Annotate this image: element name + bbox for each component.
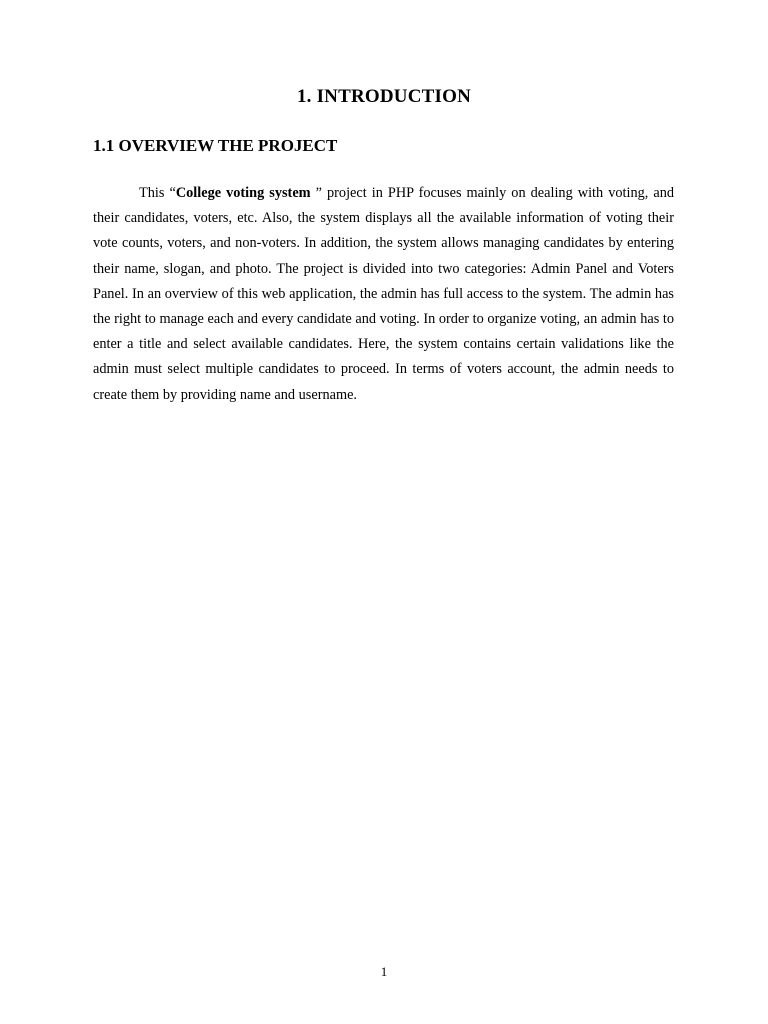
project-name-emphasis: College voting system	[175, 185, 316, 201]
page-number: 1	[380, 964, 388, 979]
chapter-title: 1. INTRODUCTION	[296, 86, 472, 107]
overview-paragraph	[93, 181, 674, 408]
section-title: 1.1 OVERVIEW THE PROJECT	[93, 136, 338, 155]
paragraph-lead: This “	[139, 185, 176, 201]
paragraph-body: ” project in PHP focuses mainly on dealing with voting, and their candidates, voters, etc. Also, the system displays all the available information of voting their vote counts, voters, and non-voters. In addition, the system allows managing candidates by entering their name, slogan, and photo. The project is divided into two categories: Admin Panel and Voters Panel. In an overview of this web application, the admin has full access to the system. The admin has the right to manage each and every candidate and voting. In order to organize voting, an admin has to enter a title and select available candidates. Here, the system contains certain validations like the admin must select multiple candidates to proceed. In terms of voters account, the admin needs to create them by providing name and username.	[93, 185, 675, 403]
